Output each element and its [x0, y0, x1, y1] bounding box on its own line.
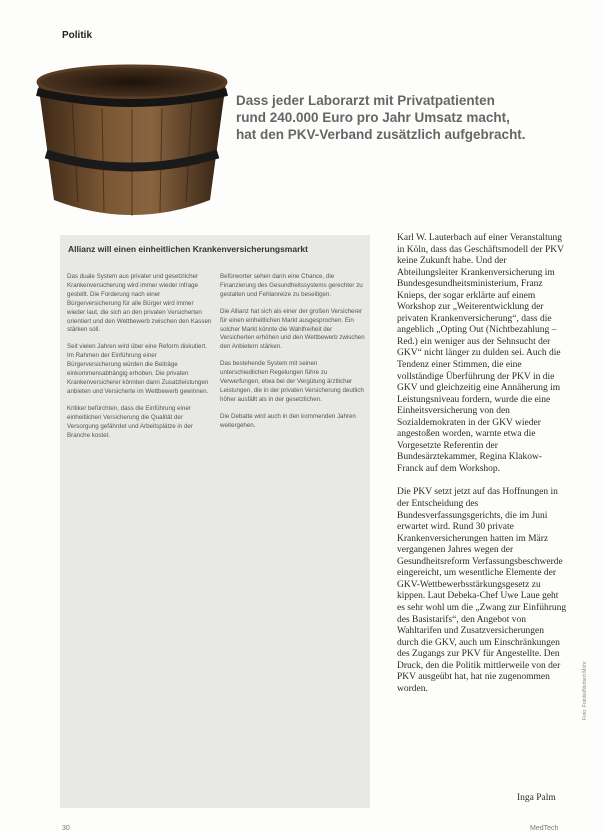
photo-credit: Foto: Fotolia/Norbert Mohr — [582, 661, 588, 720]
page-number: 30 — [62, 825, 70, 832]
info-box-column-left — [67, 273, 212, 448]
quote-line: rund 240.000 Euro pro Jahr Umsatz macht, — [236, 110, 510, 125]
info-box-title: Allianz will einen einheitlichen Krankenversicherungsmarkt — [68, 244, 308, 254]
magazine-brand: MedTech — [530, 825, 559, 832]
info-box — [60, 235, 370, 808]
author-name: Inga Palm — [517, 793, 556, 803]
paragraph: Befürworter sehen darin eine Chance, die Finanzierung des Gesundheitssystems gerechter zu gestalten und Fehlanreize zu beseitigen. — [220, 273, 363, 298]
paragraph: Das bestehende System mit seinen unterschiedlichen Regelungen führe zu Verwerfungen, etwa bei der Vergütung ärztlicher Leistungen, die in der privaten Versicherung deutlich höher ausfällt als in der gesetzlichen. — [220, 360, 364, 403]
quote-line: hat den PKV-Verband zusätzlich aufgebracht. — [236, 127, 526, 142]
quote-line: Dass jeder Laborarzt mit Privatpatienten — [236, 93, 495, 108]
article-column — [397, 233, 567, 707]
section-label: Politik — [62, 30, 93, 41]
paragraph: Seit vielen Jahren wird über eine Reform diskutiert. Im Rahmen der Einführung einer Bürgerversicherung würden die Beiträge einkommensabhängig erhoben. Die privaten Krankenversicherer könnten dann Zusatzleistungen anbieten und Versicherte im Wettbewerb gewinnen. — [67, 343, 209, 395]
paragraph: Die Debatte wird auch in den kommenden Jahren weitergehen. — [220, 412, 356, 429]
paragraph: Kritiker befürchten, dass die Einführung einer einheitlichen Versicherung die Qualität der Versorgung gefährdet und Arbeitsplätze in der Branche kostet. — [67, 404, 193, 439]
info-box-column-right — [220, 273, 365, 439]
paragraph: Karl W. Lauterbach auf einer Veranstaltung in Köln, dass das Geschäftsmodell der PKV keine Zukunft habe. Und der Abteilungsleiter Krankenversicherung im Bundesgesundheitsministerium, Franz Knieps, der sogar erklärte auf einem Workshop zur „Weiterentwicklung der privaten Krankenversicherung“, dass die angeblich „Opting Out (Nichtbezahlung – Red.) ein weniger aus der Sehnsucht der GKV“ nicht länger zu dulden sei. Auch die Tendenz einer Stimmen, die eine vollständige Überführung der PKV in die GKV und gleichzeitig eine Annäherung im Leistungsniveau fordern, wurde die eine Einheitsversicherung von den Sozialdemokraten in der GKV wieder angestoßen worden, warnte etwa die Vorgesetzte Referentin der Bundesärztekammer, Regina Klakow-Franck auf dem Workshop. — [397, 233, 564, 474]
barrel-image — [32, 62, 232, 232]
paragraph: Die PKV setzt jetzt auf das Hoffnungen in der Entscheidung des Bundesverfassungsgerichts, die im Juni erwartet wird. Rund 30 private Krankenversicherungen hatten im März vergangenen Jahres wegen der Gesundheitsreform Verfassungsbeschwerde eingereicht, um wesentliche Elemente der GKV-Wettbewerbsstärkungsgesetz zu kippen. Laut Debeka-Chef Uwe Laue geht es sehr wohl um die „Zwang zur Einführung des Basistarifs“, den Angebot von Wahltarifen und Zusatzversicherungen durch die GKV, auch um Einschränkungen des Zugangs zur PKV für Angestellte. Den Druck, den die Politik mittlerweile von der PKV ausgeübt hat, hat nie zugenommen worden. — [397, 487, 567, 694]
paragraph: Die Allianz hat sich als einer der großen Versicherer für einen einheitlichen Markt ausgesprochen. Ein solcher Markt könnte die Wahlfreiheit der Versicherten erhöhen und den Wettbewerb zwischen den Anbietern stärken. — [220, 307, 365, 351]
pull-quote — [236, 92, 536, 143]
paragraph: Das duale System aus privater und gesetzlicher Krankenversicherung wird immer wieder infrage gestellt. Die Forderung nach einer Bürgerversicherung für alle Bürger wird immer wieder laut, die sich an den privaten Versicherten orientiert und den Wettbewerb zwischen den Kassen stärken soll. — [67, 273, 212, 334]
